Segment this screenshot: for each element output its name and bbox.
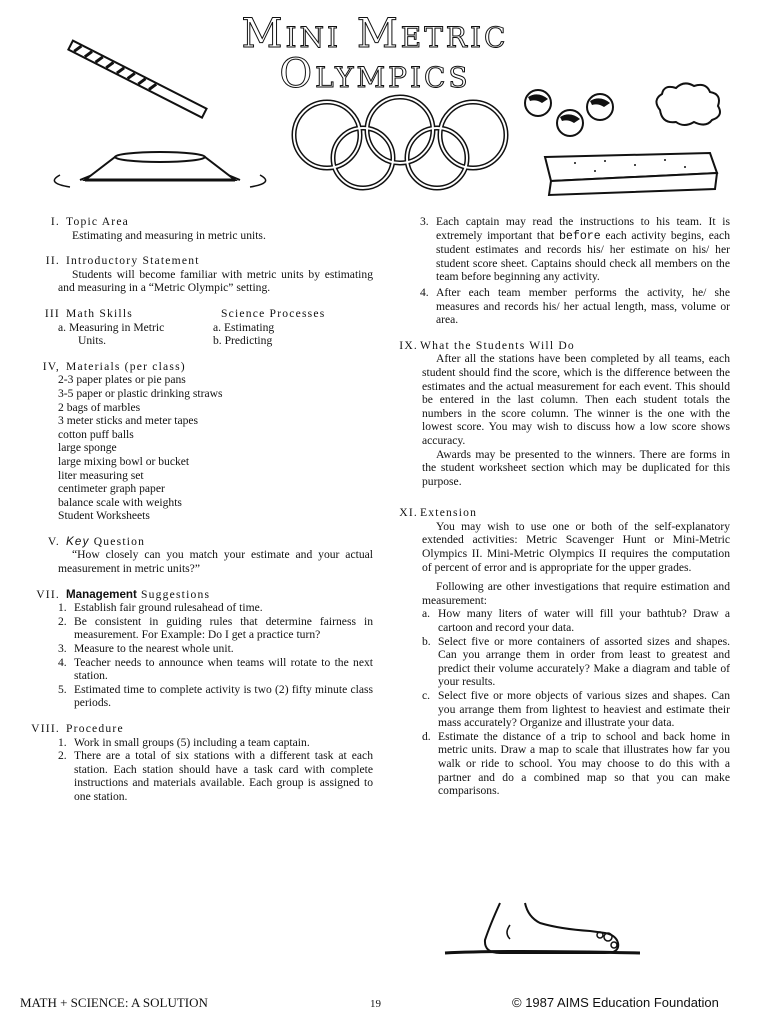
section-heading: Materials (per class) — [66, 359, 186, 373]
pie-plate-illustration — [40, 135, 280, 195]
list-item: large mixing bowl or bucket — [58, 454, 190, 468]
list-item: 2-3 paper plates or pie pans — [58, 373, 186, 387]
section-extension: XI. Extension You may wish to use one or both of the self-explanatory extended activities: Metric Scavenger Hunt or Mini-Metric Olympics II. Mini-Metric Olympics II requires the computation of percent of error and is appropriate for the upper grades. Following are other investigations that require estimation and measurement: a. How many liters of water will fill your bathtub? Draw a cartoon and record your data. b. Select five or more containers of assorted sizes and shapes. Can you arrange them in order from least to greatest and predict their volume accurately? Make a diagram and table of your results. c. Select five or more objects of various sizes and shapes. Can you arrange them from lightest to heaviest and estimate their mass accurately? Organize and illustrate your data. d. Estimate the distance of a trip to school and back home in metric units. Draw a map to scale that illustrates how far you walk or ride to school. You may choose to do this with a partner and do a combined map so that you can make comparisons. — [399, 506, 730, 798]
list-item: b. Select five or more containers of assorted sizes and shapes. Can you arrange them in order from least to greatest and predict their volume accurately? Make a diagram and table of your results. — [422, 634, 730, 689]
list-item: 3. Measure to the nearest whole unit. — [58, 642, 234, 656]
list-item: liter measuring set — [58, 468, 144, 482]
section-materials: IV, Materials (per class) 2-3 paper plates or pie pans 3-5 paper or plastic drinking straws 2 bags of marbles 3 meter sticks and meter tapes cotton puff balls large sponge large mixing bowl or bucket liter measuring set centimeter graph paper balance scale with weights Student Worksheets — [28, 360, 373, 523]
footer-left: MATH + SCIENCE: A SOLUTION — [20, 995, 208, 1010]
section-heading: Extension — [420, 506, 478, 520]
list-item: 2. There are a total of six stations with a different task at each station. Each station should have a task card with complete instructions and materials available. Each group is assigned to one station. — [58, 749, 373, 803]
right-column — [398, 215, 730, 810]
marbles-illustration — [510, 85, 630, 145]
footer-right: © 1987 AIMS Education Foundation — [512, 995, 719, 1010]
olympic-rings-illustration — [285, 90, 515, 195]
list-item: a. How many liters of water will fill your bathtub? Draw a cartoon and record your data. — [422, 607, 730, 635]
list-item: 2 bags of marbles — [58, 400, 141, 414]
list-item: 3. Each captain may read the instructions to his team. It is extremely important that before each activity begins, each student estimates and records his/ her estimate on his/ her student score sheet. Captains should check all members on the team before beginning any activity. — [420, 215, 730, 284]
list-item: centimeter graph paper — [58, 482, 165, 496]
section-heading: What the Students Will Do — [420, 338, 575, 352]
list-item: 2. Be consistent in guiding rules that determine fairness in measurement. For Example: Do I get a practice turn? — [58, 614, 373, 642]
section-heading: Question — [93, 534, 146, 548]
list-item: c. Select five or more objects of various sizes and shapes. Can you arrange them from lightest to heaviest and estimate their mass accurately? Organize and illustrate your data. — [422, 689, 730, 730]
list-item: 4. Teacher needs to announce when teams will rotate to the next station. — [58, 655, 373, 683]
straw-illustration — [60, 38, 215, 123]
list-item: Student Worksheets — [58, 509, 150, 523]
page-title: Mini Metric Olympics — [241, 11, 509, 97]
section-introductory-statement: II. Introductory Statement Students will become familiar with metric units by estimating and measuring in a “Metric Olympic” setting. — [45, 254, 373, 295]
foot-illustration — [440, 895, 640, 960]
list-item: 5. Estimated time to complete activity is two (2) fifty minute class periods. — [58, 682, 373, 710]
section-key-question: V. Key Question “How closely can you match your estimate and your actual measurement in metric units?” — [47, 534, 373, 576]
section-management: VII. Management Suggestions 1. Establish fair ground rulesahead of time. 2. Be consistent in guiding rules that determine fairness in measurement. For Example: Do I get a practice turn? 3. Measure to the nearest whole unit. 4. Teacher needs to announce when teams will rotate to the next station. 5. Estimated time to complete activity is two (2) fifty minute class periods. — [36, 587, 373, 710]
procedure-continued — [398, 215, 730, 327]
section-heading: Introductory Statement — [66, 254, 200, 268]
cotton-puff-illustration — [650, 80, 725, 128]
section-procedure: VIII. Procedure 1. Work in small groups (5) including a team captain. 2. There are a total of six stations with a different task at each station. Each station should have a task card with complete instructions and materials available. Each group is assigned to one station. — [31, 722, 373, 803]
list-item: cotton puff balls — [58, 427, 134, 441]
section-what-students-do: IX. What the Students Will Do After all the stations have been completed by all teams, each student should find the score, which is the difference between the estimates and the actual measurement for each event. This should be entered in the last column. Then each student totals the numbers in the score column. The winner is the one with the lowest score. You may wish to discuss how a low score shows accuracy. Awards may be presented to the winners. There are forms in the student worksheet section which may be duplicated for this purpose. — [399, 338, 730, 488]
sponge-illustration — [535, 145, 725, 197]
list-item: 1. Establish fair ground rulesahead of time. — [58, 601, 263, 615]
left-column — [28, 215, 373, 816]
section-heading: Procedure — [66, 722, 124, 735]
section-heading: Suggestions — [140, 587, 211, 601]
list-item: d. Estimate the distance of a trip to school and back home in metric units. Draw a map to scale that illustrates how far you walk or ride to school. You may choose to do this with a partner and do a combined map so that you can make comparisons. — [422, 729, 730, 798]
section-topic-area: I. Topic Area Estimating and measuring in metric units. — [50, 215, 266, 242]
page-number: 19 — [370, 998, 381, 1010]
list-item: 3-5 paper or plastic drinking straws — [58, 386, 223, 400]
section-heading: Math Skills — [66, 306, 133, 320]
section-skills: III Math Skills Science Processes a. Measuring in Metric Units. a. Estimating b. Predicting — [44, 306, 326, 348]
list-item: large sponge — [58, 441, 117, 455]
section-heading: Science Processes — [221, 306, 326, 320]
list-item: 1. Work in small groups (5) including a team captain. — [58, 735, 310, 749]
list-item: balance scale with weights — [58, 495, 182, 509]
list-item: 3 meter sticks and meter tapes — [58, 414, 199, 428]
section-heading: Topic Area — [66, 215, 130, 228]
list-item: 4. After each team member performs the activity, he/ she measures and records his/ her actual length, mass, volume or area. — [420, 285, 730, 327]
